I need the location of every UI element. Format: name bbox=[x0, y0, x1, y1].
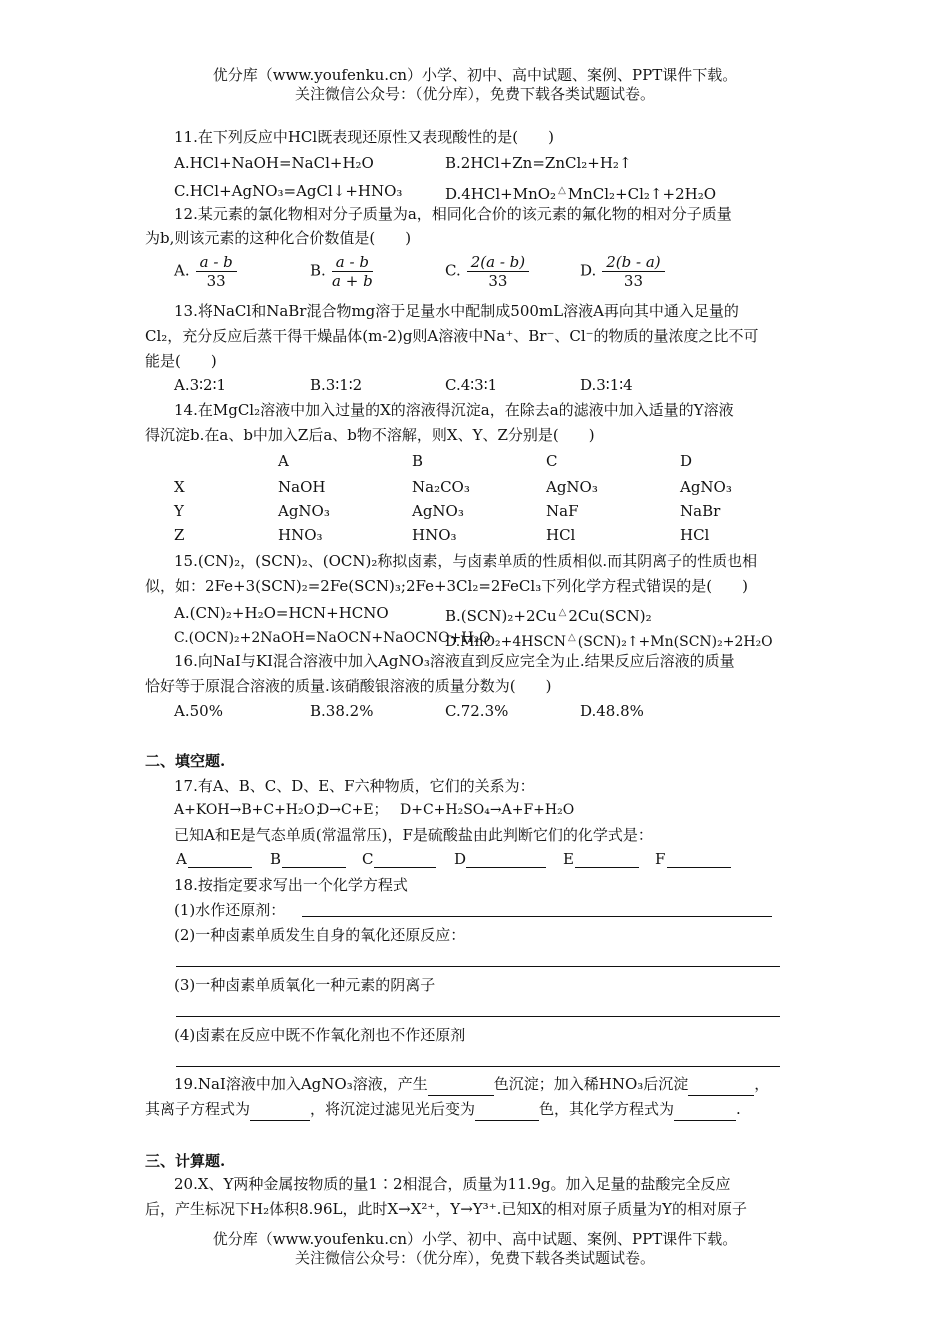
table-row-label: Z bbox=[174, 526, 185, 544]
q17-label-f: F bbox=[655, 850, 666, 868]
q16-stem-2: 恰好等于原混合溶液的质量.该硝酸银溶液的质量分数为( ) bbox=[145, 677, 552, 695]
q18-part-2-answer-line[interactable] bbox=[176, 965, 780, 967]
q18-part-3: (3)一种卤素单质氧化一种元素的阴离子 bbox=[174, 976, 436, 994]
fraction-numerator: 2(b - a) bbox=[602, 253, 664, 272]
q12-option-c: C. $\frac{2(a - b)}{33}$ bbox=[445, 253, 529, 290]
page-footer bbox=[0, 1230, 950, 1268]
header-line-1: 优分库（www.youfenku.cn）小学、初中、高中试题、案例、PPT课件下载。 bbox=[212, 66, 738, 84]
q18-part-1: (1)水作还原剂： bbox=[174, 901, 286, 919]
table-cell: HCl bbox=[546, 526, 576, 544]
q18-part-4-answer-line[interactable] bbox=[176, 1065, 780, 1067]
table-row-label: Y bbox=[174, 502, 184, 520]
q19-blank-precipitate-color[interactable] bbox=[428, 1073, 494, 1096]
q11-stem: 11.在下列反应中HCl既表现还原性又表现酸性的是( ) bbox=[174, 128, 554, 146]
q13-stem-1: 13.将NaCl和NaBr混合物mg溶于足量水中配制成500mL溶液A再向其中通入足量的 bbox=[174, 302, 739, 320]
fraction-numerator: 2(a - b) bbox=[467, 253, 529, 272]
q16-option-c: C.72.3% bbox=[445, 702, 509, 720]
q13-option-b: B.3∶1∶2 bbox=[310, 376, 363, 394]
q14-stem-1: 14.在MgCl₂溶液中加入过量的X的溶液得沉淀a，在除去a的滤液中加入适量的Y溶液 bbox=[174, 401, 734, 419]
heat-symbol: △ bbox=[558, 185, 566, 196]
q20-stem-1: 20.X、Y两种金属按物质的量1∶2相混合，质量为11.9g。加入足量的盐酸完全反应 bbox=[174, 1175, 731, 1193]
q13-stem-2: Cl₂，充分反应后蒸干得干燥晶体(m-2)g则A溶液中Na⁺、Br⁻、Cl⁻的物质的量浓度之比不可 bbox=[145, 327, 759, 345]
q16-option-a: A.50% bbox=[174, 702, 223, 720]
q19-blank-light-color[interactable] bbox=[475, 1098, 539, 1121]
q19-blank-precipitate-change[interactable] bbox=[688, 1073, 754, 1096]
q15-stem-2: 似，如：2Fe+3(SCN)₂=2Fe(SCN)₃;2Fe+3Cl₂=2FeCl₃下列化学方程式错误的是( ) bbox=[145, 577, 748, 595]
table-cell: AgNO₃ bbox=[278, 502, 330, 520]
q17-blank-d[interactable] bbox=[466, 866, 546, 868]
q17-equation-1: A+KOH→B+C+H₂O； bbox=[174, 802, 330, 818]
q13-option-a: A.3∶2∶1 bbox=[174, 376, 227, 394]
fraction-denominator: 33 bbox=[488, 272, 508, 290]
q12-option-b: B. $\frac{a - b}{a + b}$ bbox=[310, 253, 373, 290]
q11-option-b: B.2HCl+Zn=ZnCl₂+H₂↑ bbox=[445, 154, 632, 172]
q18-part-2: (2)一种卤素单质发生自身的氧化还原反应： bbox=[174, 926, 466, 944]
q15-stem-1: 15.(CN)₂，(SCN)₂、(OCN)₂称拟卤素，与卤素单质的性质相似.而其阴离子的性质也相 bbox=[174, 552, 758, 570]
q16-stem-1: 16.向NaI与KI混合溶液中加入AgNO₃溶液直到反应完全为止.结果反应后溶液的质量 bbox=[174, 652, 735, 670]
footer-line-1: 优分库（www.youfenku.cn）小学、初中、高中试题、案例、PPT课件下载。 bbox=[212, 1230, 738, 1248]
fraction-denominator: a + b bbox=[332, 272, 373, 290]
table-cell: NaOH bbox=[278, 478, 326, 496]
table-cell: HCl bbox=[680, 526, 710, 544]
table-cell: AgNO₃ bbox=[412, 502, 464, 520]
table-header-cell: C bbox=[546, 452, 558, 470]
q11-option-d bbox=[445, 180, 716, 205]
q17-blank-b[interactable] bbox=[282, 866, 346, 868]
table-cell: NaBr bbox=[680, 502, 721, 520]
q19-blank-chemical-equation[interactable] bbox=[674, 1098, 736, 1121]
q13-stem-3: 能是( ) bbox=[145, 352, 217, 370]
header-line-2: 关注微信公众号：（优分库），免费下载各类试题试卷。 bbox=[294, 85, 655, 103]
q17-label-c: C bbox=[362, 850, 374, 868]
q12-stem-2: 为b,则该元素的这种化合价数值是( ) bbox=[145, 229, 412, 247]
table-header-cell: D bbox=[680, 452, 693, 470]
q17-label-a: A bbox=[176, 850, 187, 868]
table-cell: HNO₃ bbox=[278, 526, 323, 544]
q15-option-b: B.(SCN)₂+2Cu △ 2Cu(SCN)₂ bbox=[445, 602, 652, 627]
q12-stem-1: 12.某元素的氯化物相对分子质量为a，相同化合价的该元素的氟化物的相对分子质量 bbox=[174, 205, 732, 223]
q17-equation-3: D+C+H₂SO₄→A+F+H₂O bbox=[400, 802, 575, 818]
table-cell: Na₂CO₃ bbox=[412, 478, 470, 496]
footer-line-2: 关注微信公众号：（优分库），免费下载各类试题试卷。 bbox=[294, 1249, 655, 1267]
q18-stem: 18.按指定要求写出一个化学方程式 bbox=[174, 876, 408, 894]
fraction-denominator: 33 bbox=[623, 272, 644, 290]
heat-symbol: △ bbox=[558, 607, 567, 618]
q15-option-c: C.(OCN)₂+2NaOH=NaOCN+NaOCNO+H₂O bbox=[174, 630, 491, 646]
q15-option-a: A.(CN)₂+H₂O=HCN+HCNO bbox=[174, 604, 389, 622]
q13-option-c: C.4∶3∶1 bbox=[445, 376, 498, 394]
q11-option-d-reactants: D.4HCl+MnO₂ bbox=[445, 185, 557, 203]
q18-part-4: (4)卤素在反应中既不作氧化剂也不作还原剂 bbox=[174, 1026, 466, 1044]
q17-stem: 17.有A、B、C、D、E、F六种物质，它们的关系为： bbox=[174, 777, 535, 795]
table-cell: AgNO₃ bbox=[680, 478, 732, 496]
table-header-cell: A bbox=[278, 452, 289, 470]
table-row-label: X bbox=[174, 478, 185, 496]
q17-blank-c[interactable] bbox=[374, 866, 436, 868]
table-cell: HNO₃ bbox=[412, 526, 457, 544]
table-cell: NaF bbox=[546, 502, 579, 520]
q17-blank-a[interactable] bbox=[188, 866, 252, 868]
section-title-fill-in: 二、填空题. bbox=[145, 752, 226, 770]
q11-option-c: C.HCl+AgNO₃=AgCl↓+HNO₃ bbox=[174, 182, 403, 200]
q19-blank-ionic-equation[interactable] bbox=[250, 1098, 310, 1121]
q19-line-2: 其离子方程式为 ，将沉淀过滤见光后变为 色，其化学方程式为 . bbox=[145, 1098, 741, 1121]
q18-part-1-answer-line[interactable] bbox=[302, 915, 772, 917]
q20-stem-2: 后，产生标况下H₂体积8.96L，此时X→X²⁺，Y→Y³⁺.已知X的相对原子质量为Y的相对原子 bbox=[145, 1200, 747, 1218]
q13-option-d: D.3∶1∶4 bbox=[580, 376, 633, 394]
q12-option-d: D. $\frac{2(b - a)}{33}$ bbox=[580, 253, 665, 290]
q17-blank-f[interactable] bbox=[667, 866, 731, 868]
q17-known-conditions: 已知A和E是气态单质(常温常压)，F是硫酸盐由此判断它们的化学式是： bbox=[174, 826, 653, 844]
q15-option-d: D.MnO₂+4HSCN △ (SCN)₂↑+Mn(SCN)₂+2H₂O bbox=[445, 627, 773, 653]
q17-equation-2: D→C+E； bbox=[318, 802, 388, 818]
section-title-calculation: 三、计算题. bbox=[145, 1152, 226, 1170]
q11-option-a: A.HCl+NaOH=NaCl+H₂O bbox=[174, 154, 374, 172]
q17-label-b: B bbox=[270, 850, 282, 868]
q16-option-b: B.38.2% bbox=[310, 702, 374, 720]
fraction-denominator: 33 bbox=[206, 272, 226, 290]
fraction-numerator: a - b bbox=[332, 253, 373, 272]
q11-option-d-products: MnCl₂+Cl₂↑+2H₂O bbox=[567, 185, 717, 203]
q16-option-d: D.48.8% bbox=[580, 702, 644, 720]
table-cell: AgNO₃ bbox=[546, 478, 598, 496]
page-header bbox=[0, 66, 950, 104]
q19-line-1: 19.NaI溶液中加入AgNO₃溶液，产生 色沉淀；加入稀HNO₃后沉淀 ， bbox=[174, 1073, 769, 1096]
table-header-cell: B bbox=[412, 452, 424, 470]
q12-option-a: A. $\frac{a - b}{33}$ bbox=[174, 253, 237, 290]
q17-label-d: D bbox=[454, 850, 467, 868]
q17-label-e: E bbox=[563, 850, 574, 868]
q18-part-3-answer-line[interactable] bbox=[176, 1015, 780, 1017]
q14-stem-2: 得沉淀b.在a、b中加入Z后a、b物不溶解，则X、Y、Z分别是( ) bbox=[145, 426, 595, 444]
q17-blank-e[interactable] bbox=[575, 866, 639, 868]
fraction-numerator: a - b bbox=[196, 253, 237, 272]
heat-symbol: △ bbox=[568, 632, 576, 643]
